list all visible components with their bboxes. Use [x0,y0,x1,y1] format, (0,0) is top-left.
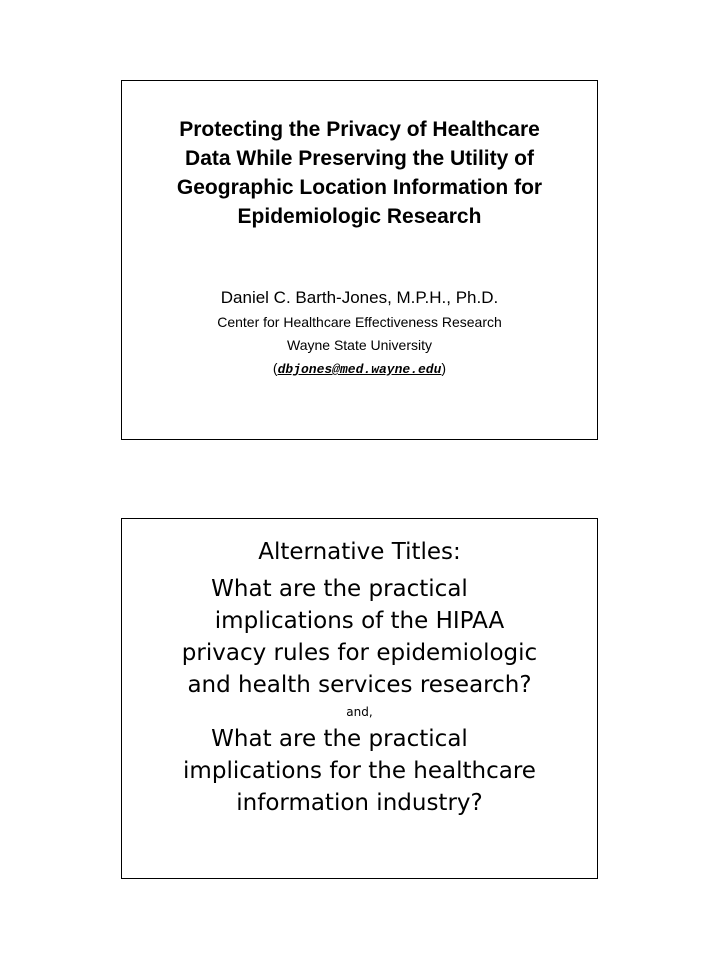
question-1-line-3: privacy rules for epidemiologic [181,640,538,666]
email-close-paren: ) [441,360,447,376]
author-block [122,285,597,381]
email-line [122,357,597,381]
email-link[interactable]: dbjones@med.wayne.edu [277,362,442,377]
author-name: Daniel C. Barth-Jones, M.P.H., Ph.D. [220,288,499,307]
question-1-line-4: and health services research? [187,672,532,698]
slide-1-title [122,115,597,231]
title-line-4: Epidemiologic Research [237,205,482,228]
title-line-2: Data While Preserving the Utility of [185,147,534,170]
email-open-paren: ( [272,360,278,376]
slide-2-content [122,535,597,819]
question-2-line-2: implications for the healthcare [183,758,536,784]
question-2-line-1: What are the practical [211,726,468,752]
question-1-line-2: implications of the HIPAA [214,608,505,634]
alternative-titles-heading: Alternative Titles: [258,539,461,565]
slide-1 [121,80,598,440]
university: Wayne State University [287,337,432,353]
slide-2 [121,518,598,879]
question-2-line-3: information industry? [236,790,483,816]
title-line-1: Protecting the Privacy of Healthcare [179,118,540,141]
question-1-line-1: What are the practical [211,576,468,602]
affiliation: Center for Healthcare Effectiveness Research [217,314,502,330]
title-line-3: Geographic Location Information for [176,176,543,199]
connector-and: and, [346,705,373,719]
